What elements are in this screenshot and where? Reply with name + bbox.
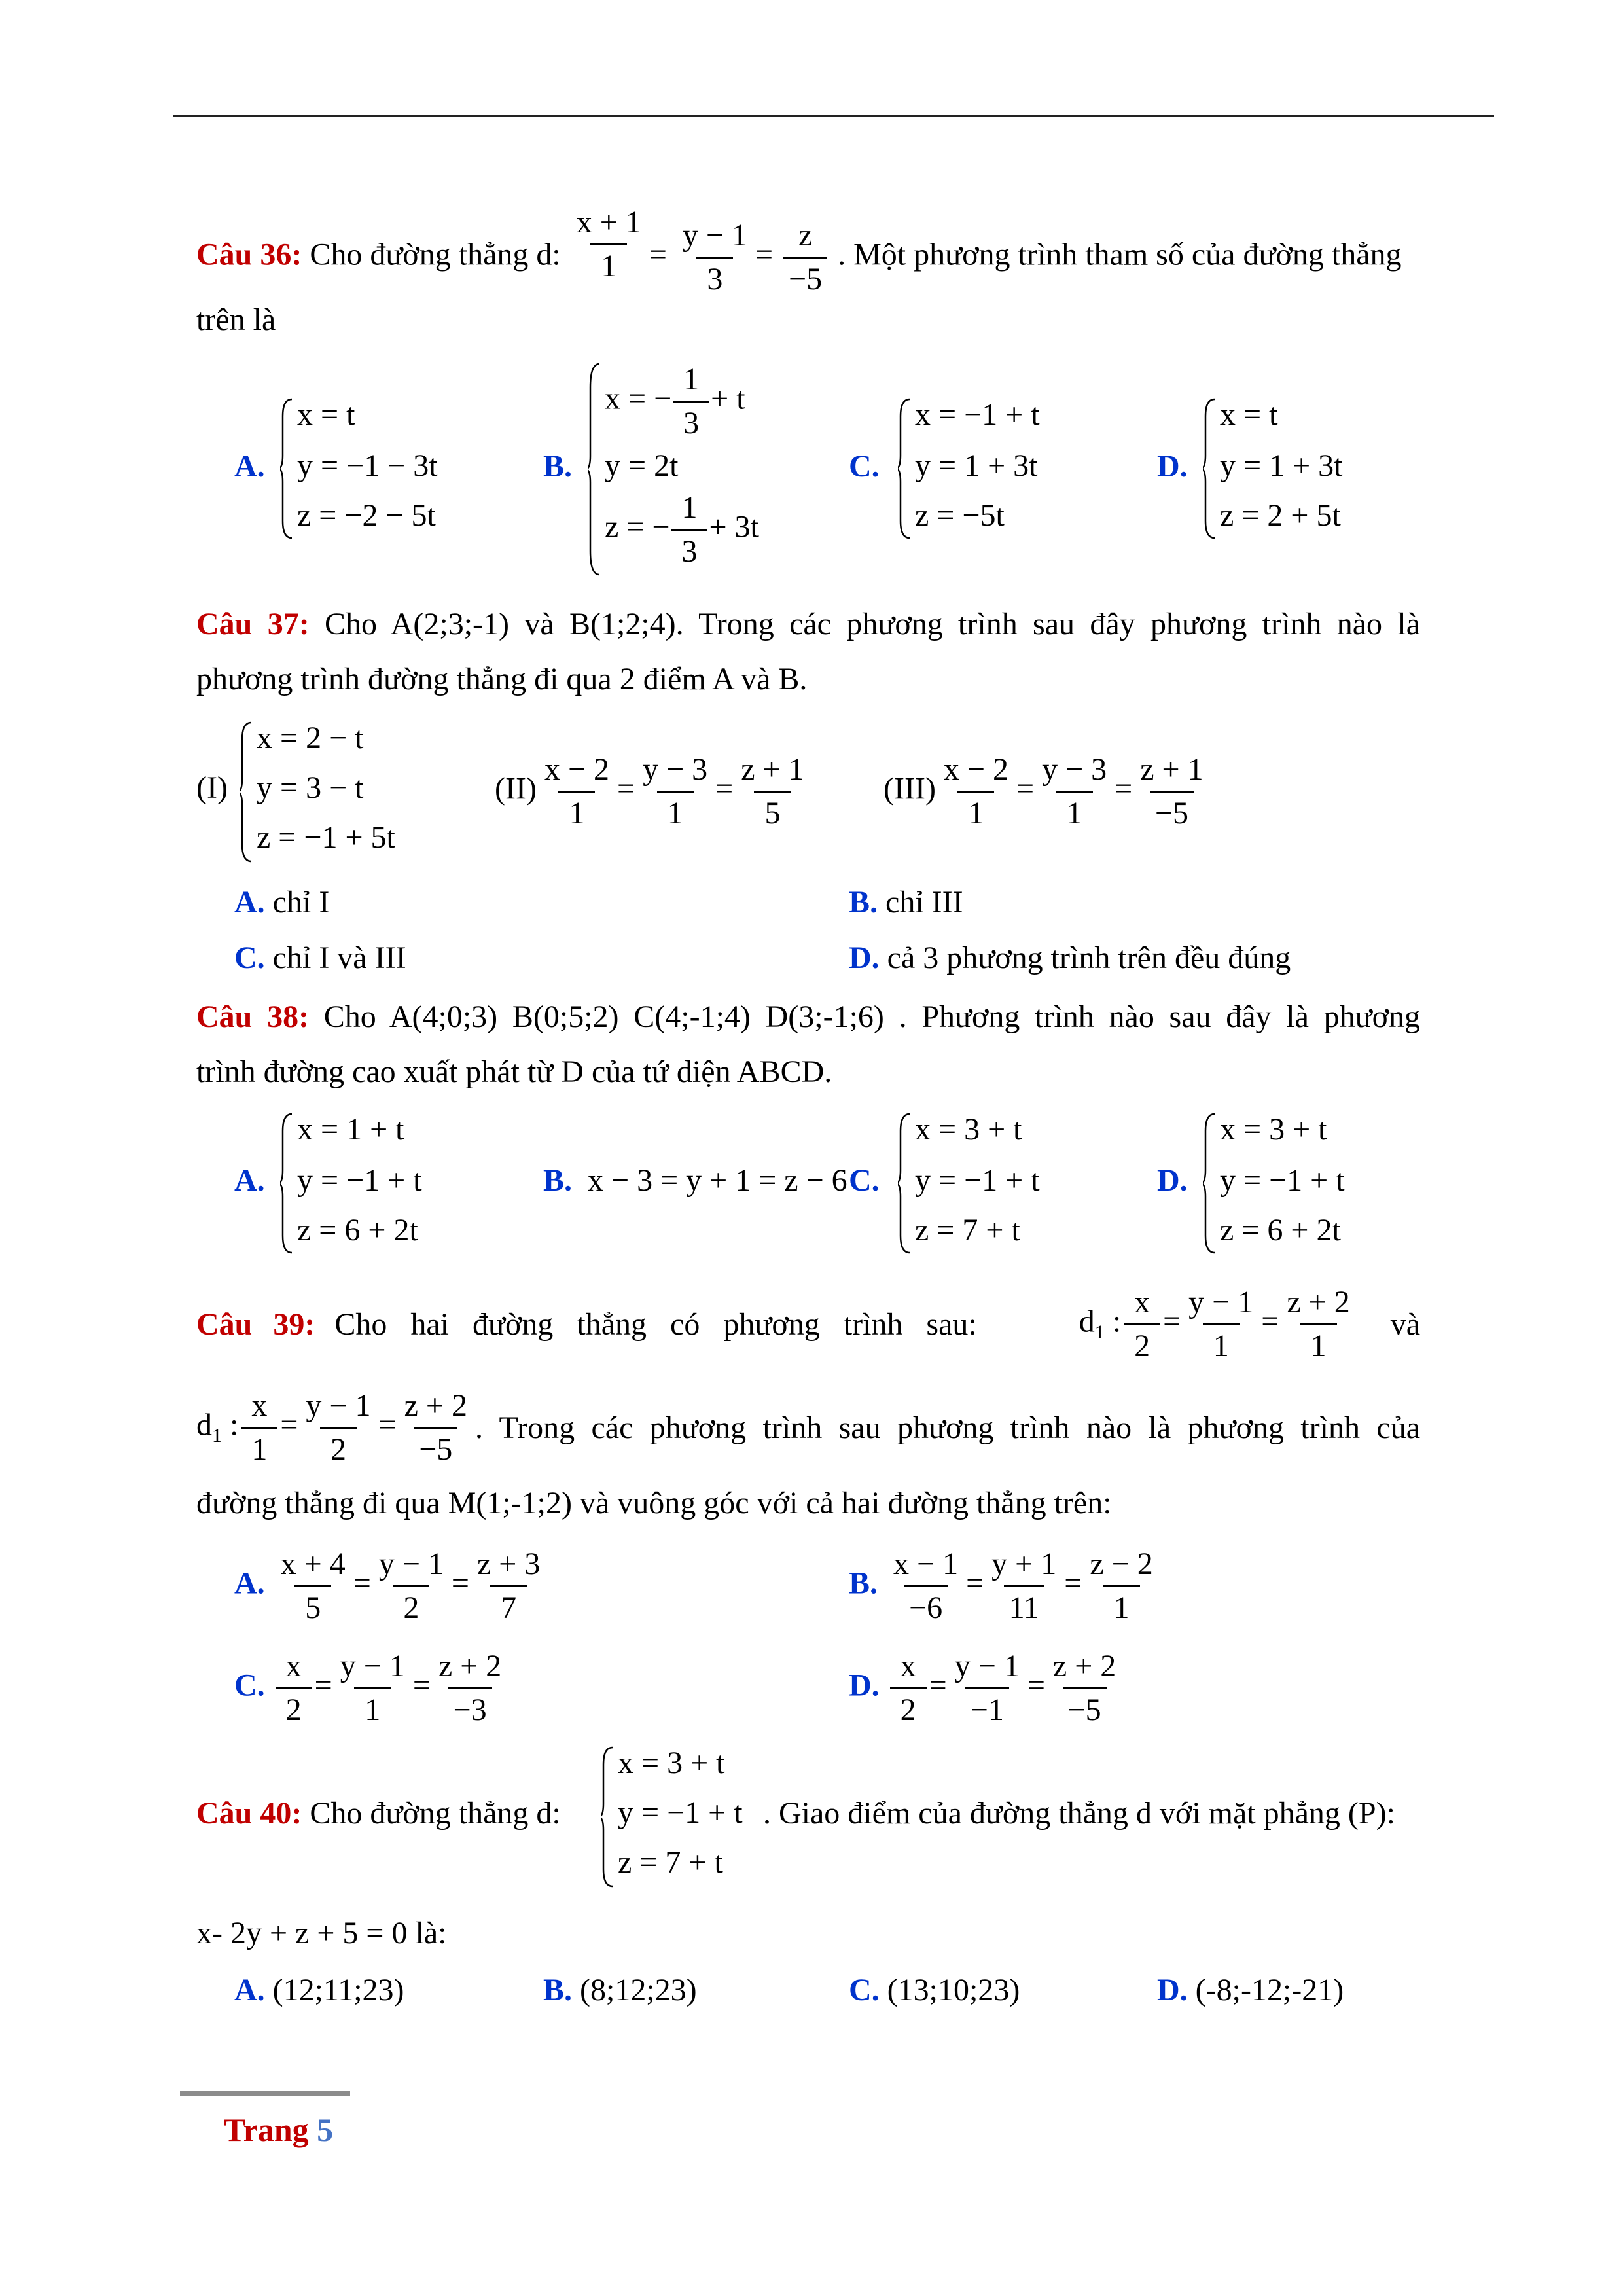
- option-c[interactable]: C. (13;10;23): [849, 1973, 1020, 2007]
- option-a[interactable]: A. (12;11;23): [234, 1973, 404, 2007]
- equation-I-system: x = 2 − t y = 3 − t z = −1 + 5t: [240, 720, 436, 864]
- equation-III: (III) $\frac{x - 2}{1}$ = $\frac{y - 3}{1}$ = $\frac{z + 1}{-5}$: [883, 752, 1204, 831]
- option-a[interactable]: A. chỉ I: [234, 885, 330, 920]
- option-c-letter[interactable]: C.: [849, 1163, 880, 1198]
- question-text: Cho đường thẳng d:: [310, 1796, 561, 1831]
- option-b[interactable]: B. chỉ III: [849, 885, 963, 920]
- question-text: Cho A(2;3;-1) và B(1;2;4). Trong các phương trình sau đây phương trình nào là: [325, 607, 1421, 641]
- line-d1-equation: $d_1$ : $\frac{x}{2}$ = $\frac{y - 1}{1}$ = $\frac{z + 2}{1}$: [1079, 1285, 1350, 1363]
- option-c-system[interactable]: x = 3 + t y = −1 + t z = 7 + t: [898, 1111, 1094, 1255]
- question-label: Câu 40:: [196, 1796, 302, 1831]
- question-39-line2: [196, 1388, 1420, 1468]
- equation-I-label: (I): [196, 770, 228, 805]
- option-d[interactable]: D. (-8;-12;-21): [1157, 1973, 1344, 2007]
- question-text: phương trình đường thẳng đi qua 2 điểm A và B.: [196, 662, 808, 696]
- equation-II: (II) $\frac{x - 2}{1}$ = $\frac{y - 3}{1}$ = $\frac{z + 1}{5}$: [495, 752, 804, 831]
- question-text: Cho A(4;0;3) B(0;5;2) C(4;-1;4) D(3;-1;6) . Phương trình nào sau đây là phương: [323, 999, 1421, 1034]
- line-d2-equation: $d_1$ : $\frac{x}{1}$ = $\frac{y - 1}{2}$ = $\frac{z + 2}{-5}$: [196, 1388, 467, 1467]
- question-38: [196, 990, 1420, 1100]
- left-brace-icon: [601, 1745, 614, 1889]
- question-label: Câu 37:: [196, 607, 310, 641]
- left-brace-icon: [588, 361, 601, 577]
- line-d-system: x = 3 + t y = −1 + t z = 7 + t: [601, 1745, 797, 1889]
- question-40: [196, 1795, 561, 1833]
- left-brace-icon: [898, 397, 911, 541]
- fraction: $\frac{x + 1}{1}$: [576, 205, 641, 283]
- option-d-letter[interactable]: D.: [1157, 1163, 1188, 1198]
- header-rule: [173, 115, 1494, 117]
- left-brace-icon: [280, 1111, 293, 1255]
- question-40-text: . Giao điểm của đường thẳng d với mặt phẳng (P):: [763, 1796, 1395, 1831]
- question-text: Cho hai đường thẳng có phương trình sau:: [334, 1306, 977, 1342]
- question-36: Câu 36: Cho đường thẳng d: $\frac{x + 1}{1}$ = $\frac{y - 1}{3}$ = $\frac{z}{-5}$ . Một phương trình tham số của đường thẳng: [196, 205, 1402, 296]
- option-d-system[interactable]: x = 3 + t y = −1 + t z = 6 + 2t: [1203, 1111, 1399, 1255]
- option-c-system[interactable]: x = −1 + t y = 1 + 3t z = −5t: [898, 397, 1094, 541]
- question-label: Câu 38:: [196, 999, 310, 1034]
- left-brace-icon: [1203, 397, 1216, 541]
- fraction: $\frac{y - 1}{3}$: [682, 218, 747, 296]
- option-c[interactable]: C. $\frac{x}{2}$ = $\frac{y - 1}{1}$ = $\frac{z + 2}{-3}$: [234, 1649, 502, 1727]
- option-b[interactable]: B. x − 3 = y + 1 = z − 6: [543, 1163, 847, 1198]
- option-c-letter[interactable]: C.: [849, 449, 880, 484]
- option-b[interactable]: B. (8;12;23): [543, 1973, 697, 2007]
- option-c[interactable]: C. chỉ I và III: [234, 941, 406, 975]
- left-brace-icon: [1203, 1111, 1216, 1255]
- footer-bar: [180, 2091, 350, 2096]
- question-text: . Một phương trình tham số của đường thẳng: [838, 237, 1402, 272]
- left-brace-icon: [898, 1111, 911, 1255]
- option-a-system[interactable]: x = 1 + t y = −1 + t z = 6 + 2t: [280, 1111, 476, 1255]
- option-a-system[interactable]: x = t y = −1 − 3t z = −2 − 5t: [280, 397, 476, 541]
- option-a[interactable]: A. $\frac{x + 4}{5}$ = $\frac{y - 1}{2}$ = $\frac{z + 3}{7}$: [234, 1547, 541, 1625]
- left-brace-icon: [280, 397, 293, 541]
- question-39-line3: đường thẳng đi qua M(1;-1;2) và vuông góc với cả hai đường thẳng trên:: [196, 1486, 1112, 1520]
- option-a-letter[interactable]: A.: [234, 449, 265, 484]
- question-label: Câu 36:: [196, 237, 302, 272]
- option-d-system[interactable]: x = t y = 1 + 3t z = 2 + 5t: [1203, 397, 1399, 541]
- question-37: [196, 597, 1420, 707]
- option-b-letter[interactable]: B.: [543, 449, 573, 484]
- option-d-letter[interactable]: D.: [1157, 449, 1188, 484]
- question-text: . Trong các phương trình sau phương trình nào là phương trình của: [474, 1410, 1420, 1445]
- question-40-line2: x- 2y + z + 5 = 0 là:: [196, 1916, 447, 1950]
- question-36-line2: trên là: [196, 302, 276, 337]
- option-a-letter[interactable]: A.: [234, 1163, 265, 1198]
- question-text: trình đường cao xuất phát từ D của tứ diện ABCD.: [196, 1054, 832, 1089]
- left-brace-icon: [240, 720, 253, 864]
- question-label: Câu 39:: [196, 1306, 315, 1342]
- option-d[interactable]: D. cả 3 phương trình trên đều đúng: [849, 941, 1291, 975]
- option-d[interactable]: D. $\frac{x}{2}$ = $\frac{y - 1}{-1}$ = $\frac{z + 2}{-5}$: [849, 1649, 1116, 1727]
- option-b-system[interactable]: x = − $\frac{1}{3}$ + t y = 2t z = − $\frac{1}{3}$ + 3t: [588, 361, 784, 577]
- page-number: Trang 5: [224, 2111, 334, 2148]
- question-39: Câu 39: Cho hai đường thẳng có phương trình sau: $d_1$ : $\frac{x}{2}$ = $\frac{y - 1}{1}$ = $\frac{z + 2}{1}$ và: [196, 1285, 1420, 1363]
- fraction: $\frac{z}{-5}$: [783, 217, 827, 298]
- option-b[interactable]: B. $\frac{x - 1}{-6}$ = $\frac{y + 1}{11}$ = $\frac{z - 2}{1}$: [849, 1547, 1153, 1625]
- question-text: Cho đường thẳng d:: [310, 237, 561, 272]
